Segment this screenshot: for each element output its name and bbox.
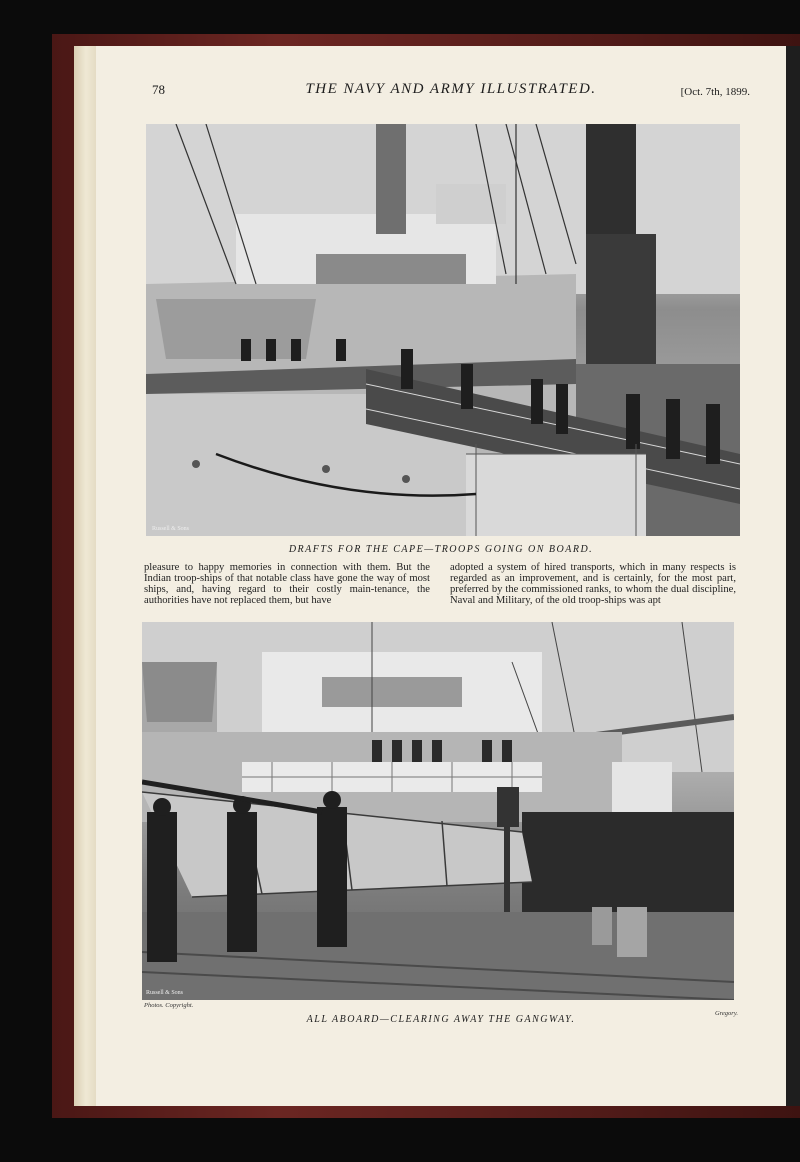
- photo-clearing-gangway: [142, 622, 734, 1000]
- page-header: [152, 82, 750, 104]
- book-page: [96, 46, 786, 1106]
- photo-bottom-watermark: Russell & Sons: [146, 990, 184, 996]
- photographer-credit: Gregory.: [714, 1010, 738, 1017]
- body-left-column: pleasure to happy memories in connection with them. But the Indian troop-ships of that notable class have gone the way of most ships, and, having regard to their costly main-tenance, the authorities have not replaced them, but have: [144, 562, 430, 606]
- body-right-column: adopted a system of hired transports, which in many respects is regarded as an improvement, and is certainly, for the most part, preferred by the commissioned ranks, to whom the dual discipline, Naval and Military, of the old troop-ships was apt: [450, 562, 736, 606]
- page-edge: [74, 46, 98, 1106]
- running-title: THE NAVY AND ARMY ILLUSTRATED.: [305, 81, 597, 97]
- photo-copyright-credit: Photos. Copyright.: [144, 1002, 194, 1009]
- page-number: 78: [152, 82, 165, 97]
- right-edge: [786, 46, 800, 1106]
- photo-clearing-gangway-illustration: [142, 622, 734, 1000]
- issue-date: [Oct. 7th, 1899.: [680, 86, 750, 98]
- photo-top-caption: DRAFTS FOR THE CAPE—TROOPS GOING ON BOARD.: [288, 544, 594, 555]
- photo-top-watermark: Russell & Sons: [152, 526, 190, 532]
- body-text: [144, 562, 736, 614]
- photo-bottom-caption: ALL ABOARD—CLEARING AWAY THE GANGWAY.: [306, 1014, 576, 1025]
- photo-troops-boarding: [146, 124, 740, 536]
- photo-troops-boarding-illustration: [146, 124, 740, 536]
